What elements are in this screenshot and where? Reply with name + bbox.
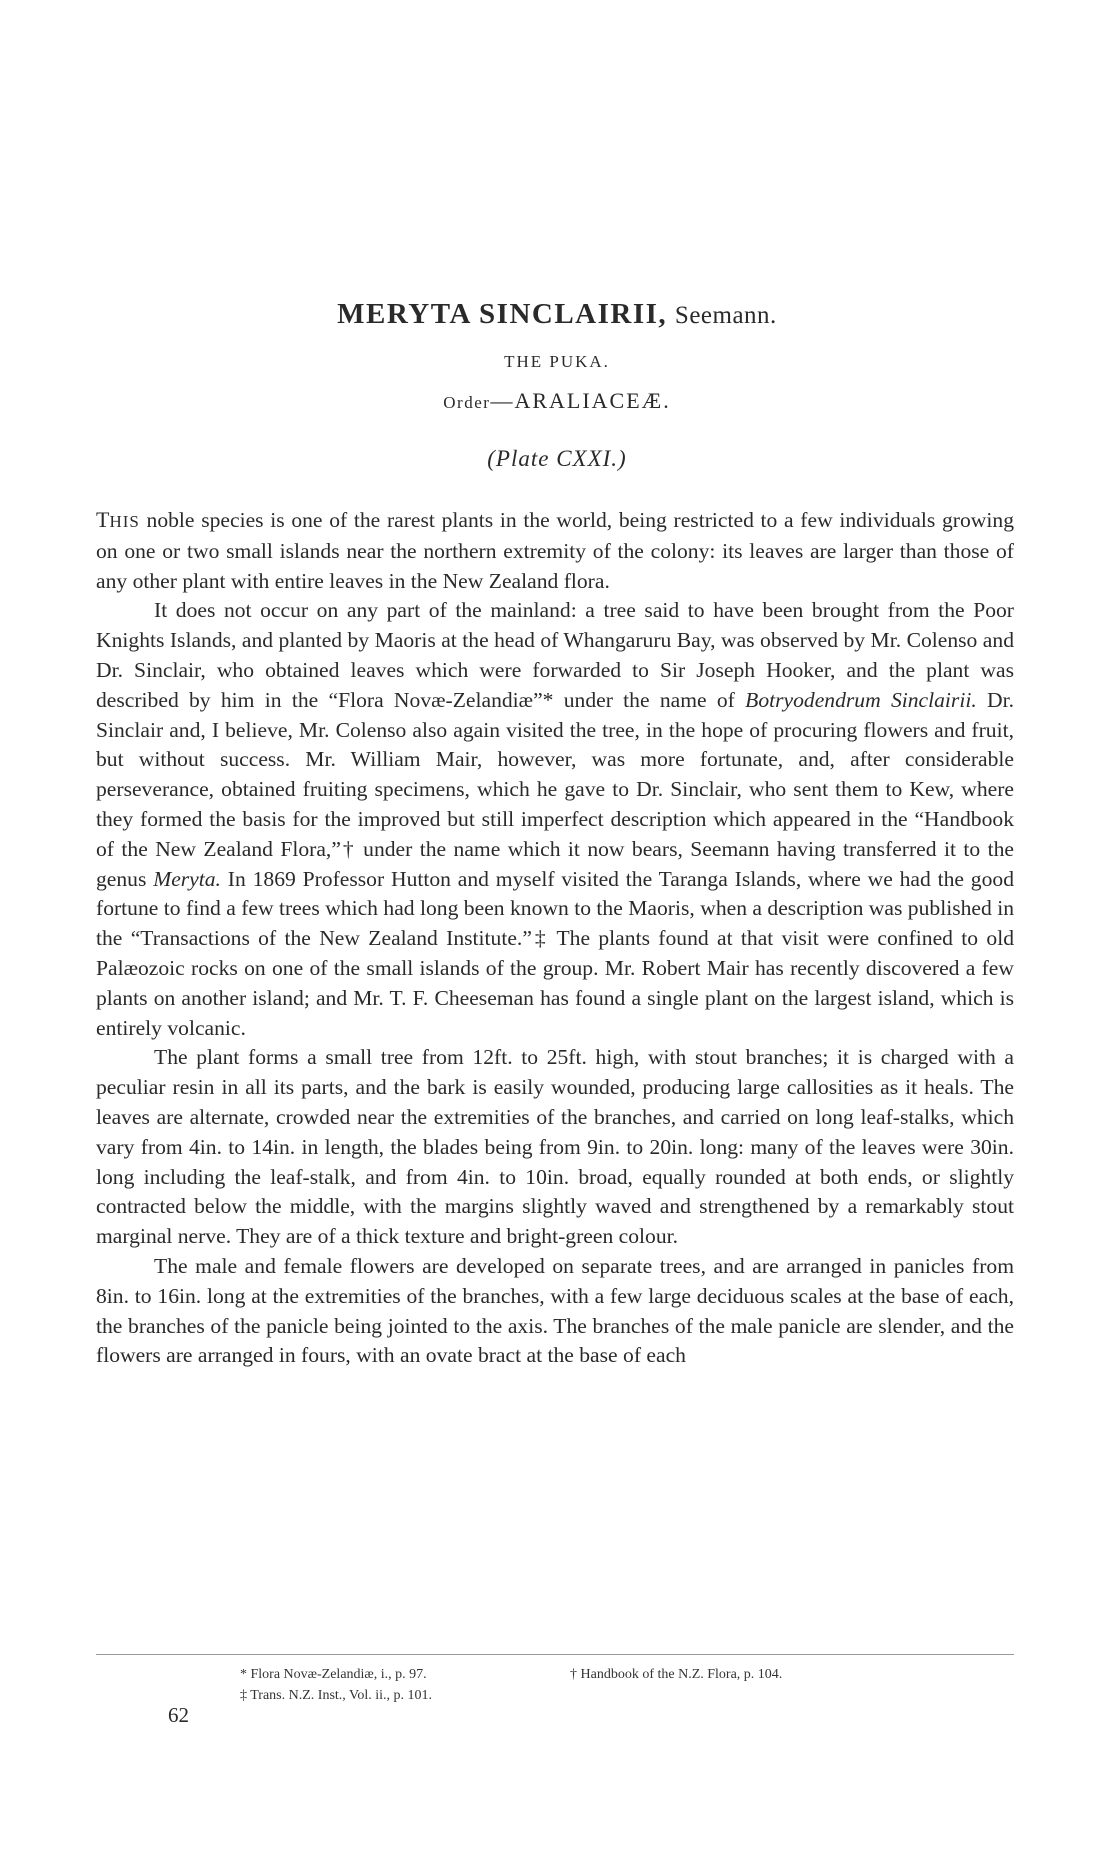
paragraph-2-part-c: In 1869 Professor Hutton and myself visited the Taranga Islands, where we had the good fortune to find a few trees which had long been known to the Maoris, when a description was published in the “Transactions of the New Zealand Institute.”‡ The plants found at that visit were confined to old Palæozoic rocks on one of the small islands of the group. Mr. Robert Mair has recently discovered a few plants on another island; and Mr. T. F. Cheeseman has found a single plant on the largest island, which is entirely volcanic.: [96, 866, 1014, 1040]
paragraph-4: The male and female flowers are developed on separate trees, and are arranged in panicles from 8in. to 16in. long at the extremities of the branches, with a few large deciduous scales at the base of each, the branches of the panicle being jointed to the axis. The branches of the male panicle are slender, and the flowers are arranged in fours, with an ovate bract at the base of each: [96, 1253, 1014, 1368]
footnote-flora: * Flora Novæ-Zelandiæ, i., p. 97.: [240, 1667, 427, 1682]
species-name: MERYTA SINCLAIRII,: [337, 298, 668, 330]
paragraph-3: The plant forms a small tree from 12ft. to 25ft. high, with stout branches; it is charged with a peculiar resin in all its parts, and the bark is easily wounded, producing large callosities as it heals. The leaves are alternate, crowded near the extremities of the branches, and carried on long leaf-stalks, which vary from 4in. to 14in. in length, the blades being from 9in. to 20in. long: many of the leaves were 30in. long including the leaf-stalk, and from 4in. to 10in. broad, equally rounded at both ends, or slightly contracted below the middle, with the margins slightly waved and strengthened by a remarkably stout marginal nerve. They are of a thick texture and bright-green colour.: [96, 1045, 1014, 1249]
meryta-genus: Meryta.: [153, 866, 221, 891]
page-number: 62: [168, 1703, 189, 1727]
species-author: Seemann.: [674, 302, 777, 329]
lead-capital: T: [96, 507, 110, 532]
plate-reference: (Plate CXXI.): [487, 446, 627, 471]
paragraph-2-part-a: It does not occur on any part of the mainland: a tree said to have been brought from the Poor Knights Islands, and planted by Maoris at the head of Whangaruru Bay, was observed by Mr. Colenso and Dr. Sinclair, who obtained leaves which were forwarded to Sir Joseph Hooker, and the plant was described by him in the “Flora Novæ-Zelandiæ”* under the name of: [96, 598, 1014, 712]
footnote-transactions: ‡ Trans. N.Z. Inst., Vol. ii., p. 101.: [240, 1688, 433, 1703]
footnote-handbook: † Handbook of the N.Z. Flora, p. 104.: [570, 1667, 783, 1682]
footnote-divider: [96, 1654, 1014, 1655]
lead-smallcaps: HIS: [109, 512, 140, 531]
body-text: [96, 505, 1014, 1371]
footnote-row: [240, 1664, 940, 1685]
article-title: [0, 298, 1114, 331]
footnote-row: [240, 1685, 940, 1706]
paragraph-2-part-b: Dr. Sinclair and, I believe, Mr. Colenso also again visited the tree, in the hope of procuring flowers and fruit, but without success. Mr. William Mair, however, was more fortunate, and, after considerable perseverance, obtained fruiting specimens, which he gave to Dr. Sinclair, who sent them to Kew, where they formed the basis for the improved but still imperfect description which appeared in the “Handbook of the New Zealand Flora,”† under the name which it now bears, Seemann having transferred it to the genus: [96, 687, 1015, 891]
order-line: [0, 388, 1114, 414]
order-name: ARALIACEÆ.: [514, 388, 671, 413]
botryodendrum-name: Botryodendrum Sinclairii.: [745, 687, 977, 712]
paragraph-2: [96, 596, 1014, 1043]
common-name: THE PUKA.: [504, 352, 610, 371]
paragraph-1-text: noble species is one of the rarest plants in the world, being restricted to a few individuals growing on one or two small islands near the northern extremity of the colony: its leaves are larger than those of any other plant with entire leaves in the New Zealand flora.: [96, 508, 1014, 593]
order-label: Order: [443, 393, 491, 412]
order-dash: —: [490, 388, 515, 413]
footnotes: [240, 1664, 940, 1706]
paragraph-1: [96, 505, 1014, 596]
